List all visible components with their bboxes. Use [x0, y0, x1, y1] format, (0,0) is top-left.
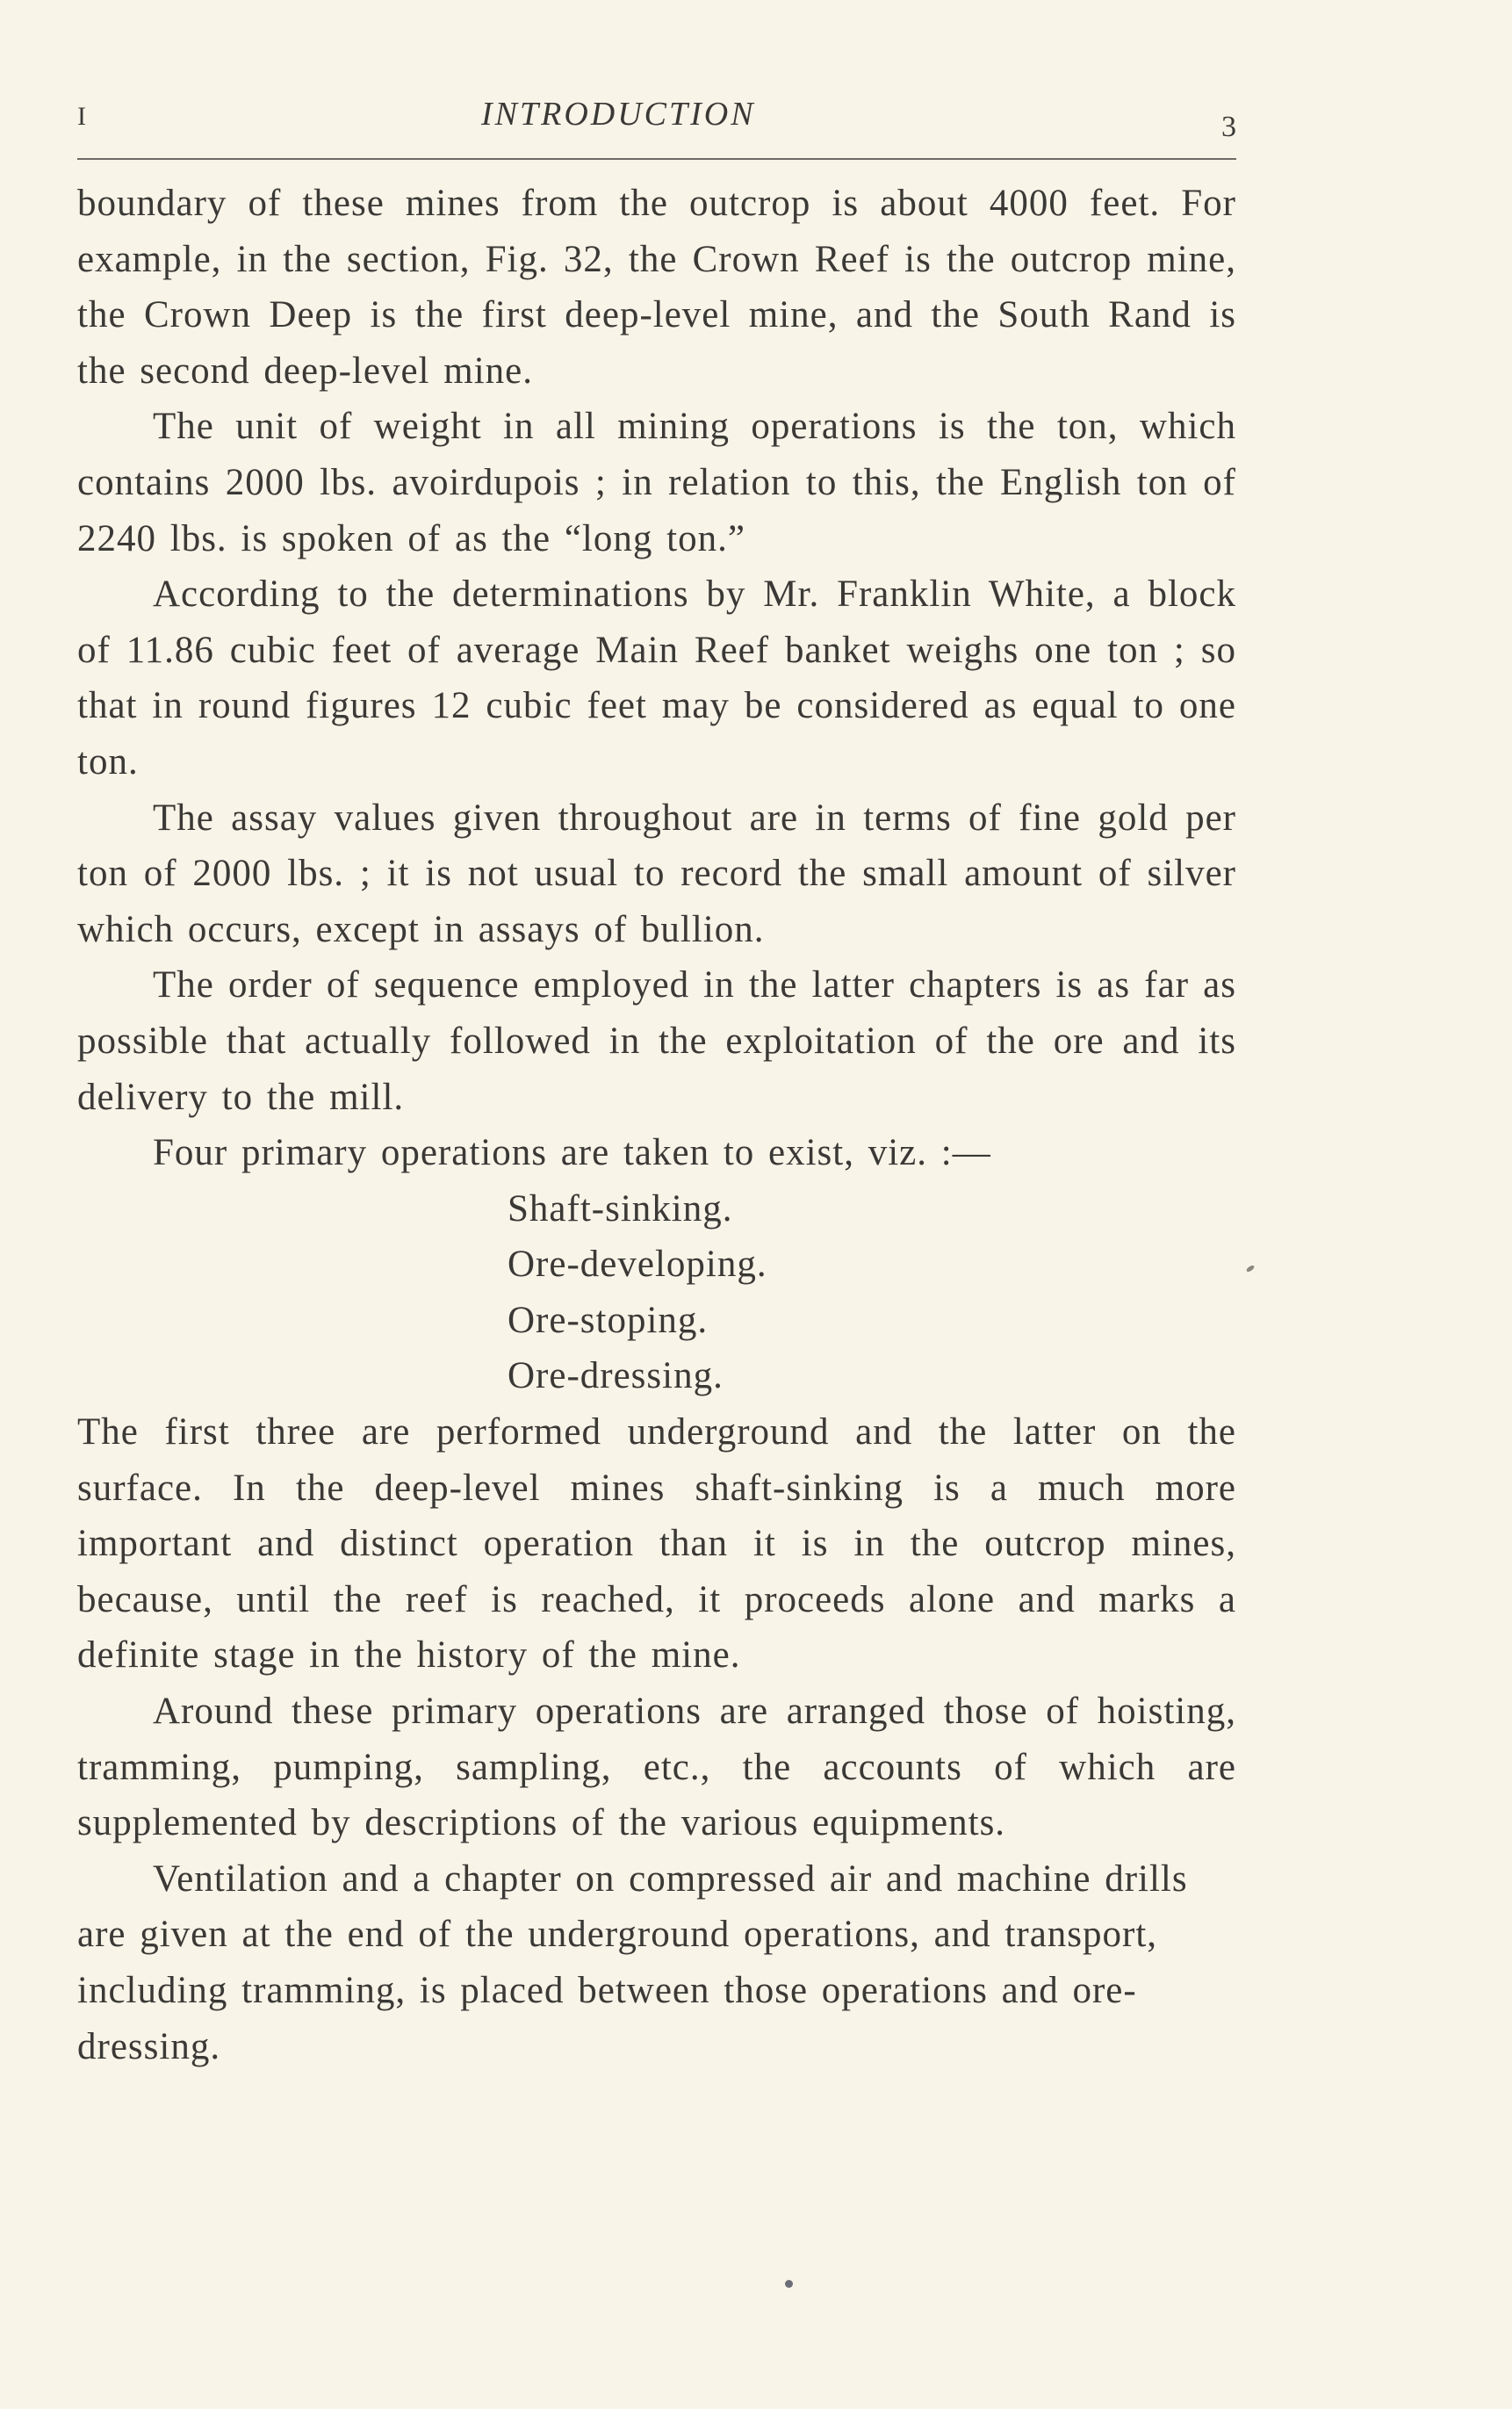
running-head [77, 95, 1236, 143]
paragraph: boundary of these mines from the outcrop is about 4000 feet. For example, in the section, Fig. 32, the Crown Reef is the outcrop mine, the Crown Deep is the first deep-level mine, and the South Rand is the second deep-level mine. [77, 183, 1236, 392]
paragraph: The assay values given throughout are in terms of fine gold per ton of 2000 lbs. ; it is not usual to record the small amount of silver which occurs, except in assays of bullion. [77, 797, 1236, 950]
list-item: Shaft-sinking. [508, 1187, 733, 1230]
header-rule [77, 158, 1236, 160]
page-number: 3 [1221, 111, 1236, 143]
running-title: INTRODUCTION [481, 96, 756, 133]
paragraph: Four primary operations are taken to exist, viz. :— [153, 1132, 991, 1174]
chapter-number: I [77, 102, 87, 131]
body-text [77, 176, 1236, 2074]
list-item: Ore-stoping. [508, 1299, 709, 1341]
paragraph: The order of sequence employed in the latter chapters is as far as possible that actually followed in the exploitation of the ore and its delivery to the mill. [77, 964, 1236, 1118]
paragraph: The first three are performed underground and the latter on the surface. In the deep-level mines shaft-sinking is a much more important and distinct operation than it is in the outcrop mines, because, until the reef is reached, it proceeds alone and marks a definite stage in the history of the mine. [77, 1411, 1236, 1677]
list-item: Ore-developing. [508, 1244, 767, 1286]
paragraph: Around these primary operations are arranged those of hoisting, tramming, pumping, sampling, etc., the accounts of which are supplemented by descriptions of the various equipments. [77, 1691, 1236, 1844]
paper-speck [1245, 1265, 1255, 1273]
list-item: Ore-dressing. [508, 1355, 724, 1397]
paragraph: The unit of weight in all mining operations is the ton, which contains 2000 lbs. avoirdupois ; in relation to this, the English ton of 2240 lbs. is spoken of as the “long ton.” [77, 406, 1236, 559]
primary-operations-list [77, 1181, 1236, 1404]
ink-dot [785, 2280, 793, 2288]
paragraph: Ventilation and a chapter on compressed air and machine drills are given at the end of the underground operations, and transport, including tramming, is placed between those operations and ore-dressing. [77, 1857, 1188, 2067]
paragraph: According to the determinations by Mr. Franklin White, a block of 11.86 cubic feet of average Main Reef banket weighs one ton ; so that in round figures 12 cubic feet may be considered as equal to one ton. [77, 573, 1236, 783]
